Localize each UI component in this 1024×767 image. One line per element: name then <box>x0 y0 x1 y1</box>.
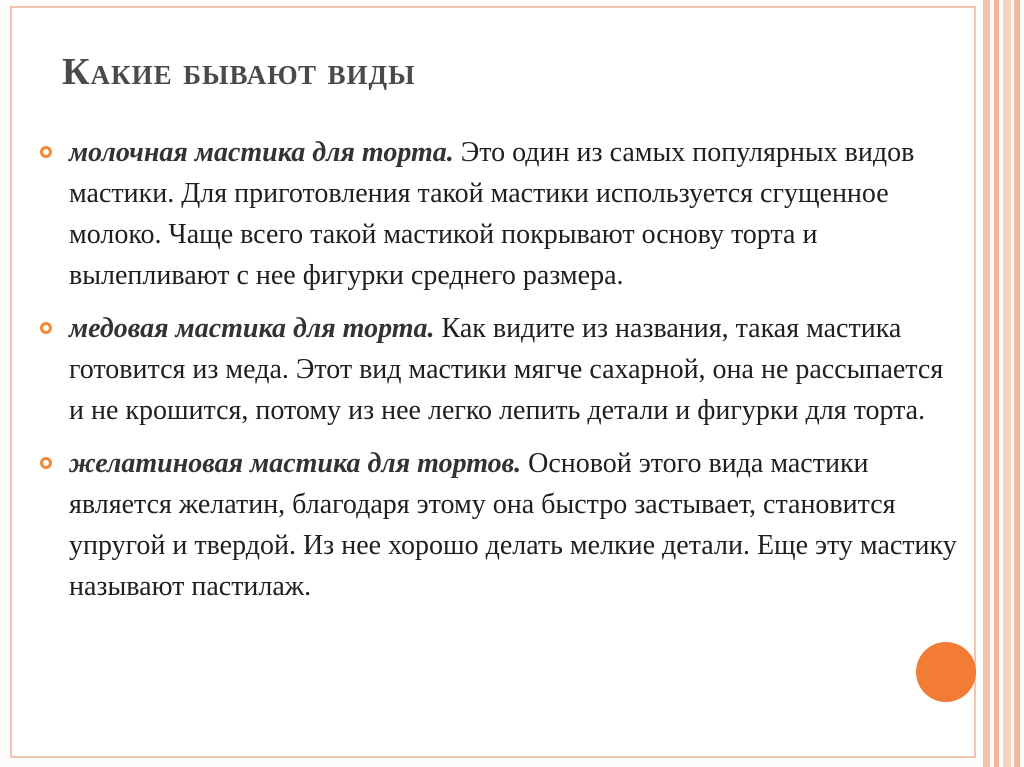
item-term: медовая мастика для торта. <box>69 313 435 344</box>
decorative-stripe <box>1014 0 1020 767</box>
bullet-list <box>38 132 958 619</box>
item-text: Основой этого вида мастики является желатин, благодаря этому она быстро застывает, становится упругой и твердой. Из нее хорошо делать мелкие детали. Еще эту мастику называют пастилаж. <box>69 448 957 602</box>
list-item <box>38 132 958 296</box>
ring-bullet-icon <box>40 146 52 158</box>
item-term: молочная мастика для торта. <box>69 137 454 168</box>
decorative-stripe <box>983 0 990 767</box>
list-item <box>38 443 958 607</box>
slide-title: Какие бывают виды <box>62 51 416 93</box>
decorative-circle <box>916 642 976 702</box>
decorative-stripe <box>994 0 999 767</box>
decorative-stripe <box>1003 0 1011 767</box>
item-text: Как видите из названия, такая мастика готовится из меда. Этот вид мастики мягче сахарной, она не рассыпается и не крошится, потому из нее легко лепить детали и фигурки для торта. <box>69 313 944 426</box>
item-text: Это один из самых популярных видов мастики. Для приготовления такой мастики используется сгущенное молоко. Чаще всего такой мастикой покрывают основу торта и вылепливают с нее фигурки среднего размера. <box>69 137 915 291</box>
list-item <box>38 308 958 431</box>
ring-bullet-icon <box>40 322 52 334</box>
item-term: желатиновая мастика для тортов. <box>69 448 522 479</box>
ring-bullet-icon <box>40 457 52 469</box>
